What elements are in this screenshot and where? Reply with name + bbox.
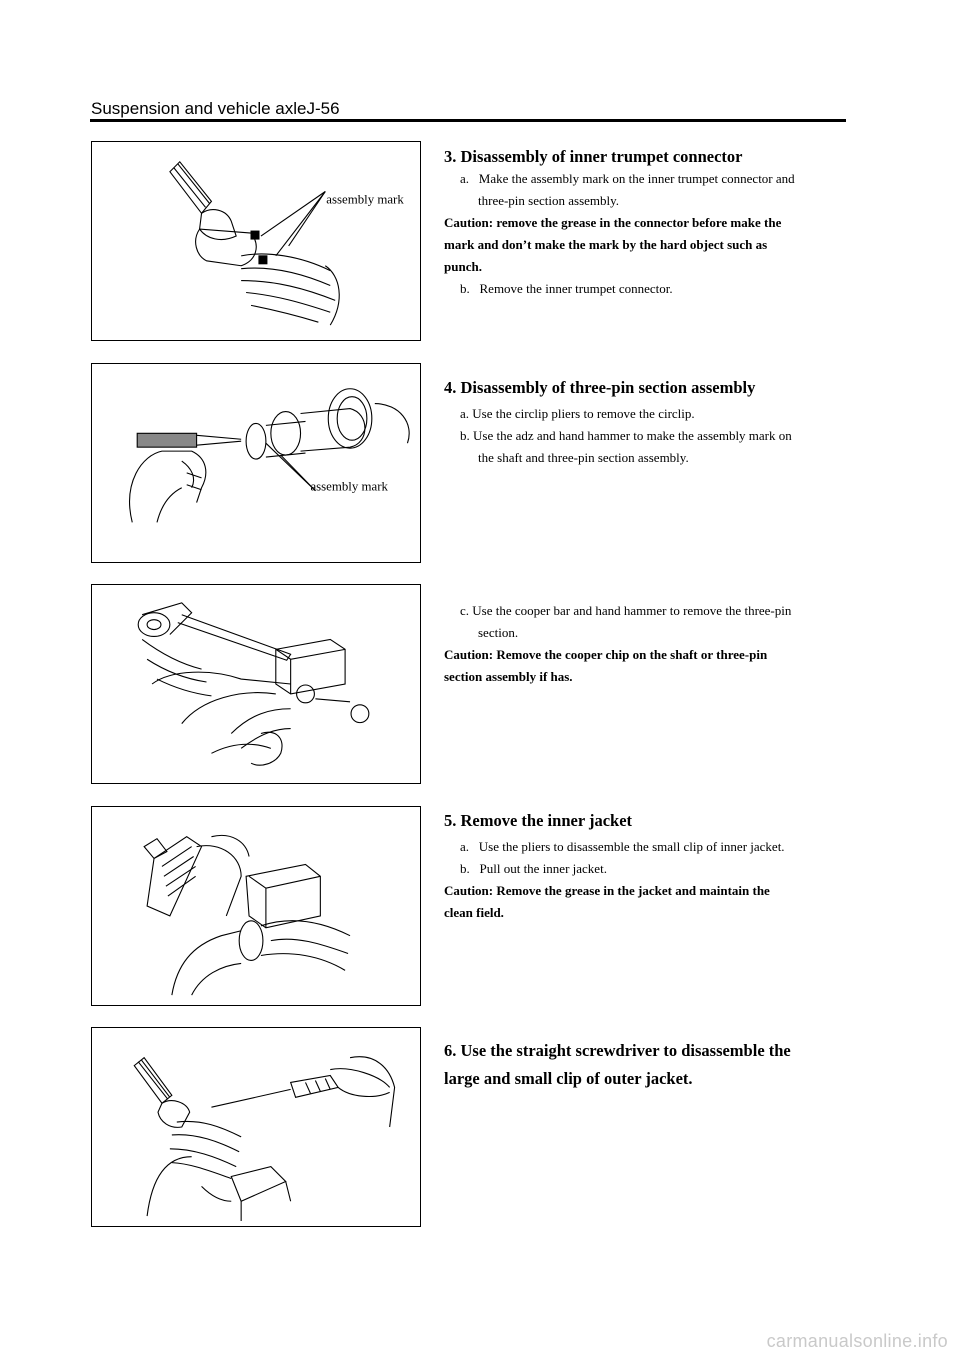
header-rule [90, 119, 846, 122]
figure-remove-three-pin [91, 584, 421, 784]
item-text: Pull out the inner jacket. [479, 861, 607, 876]
item-label: a. [460, 839, 470, 854]
figure-remove-inner-jacket [91, 806, 421, 1006]
section-title: 4. Disassembly of three-pin section assembly [444, 378, 756, 397]
section-title: 3. Disassembly of inner trumpet connector [444, 147, 743, 166]
item-continuation: three-pin section assembly. [478, 193, 620, 208]
figure-three-pin-section [91, 363, 421, 563]
caution-line: Caution: remove the grease in the connector before make the [444, 215, 782, 230]
callout-label: assembly mark [310, 479, 388, 494]
item-text: Use the circlip pliers to remove the circlip. [472, 406, 695, 421]
item-text: Use the pliers to disassemble the small clip of inner jacket. [478, 839, 785, 854]
list-item [444, 403, 844, 425]
section-6 [444, 1037, 844, 1093]
section-3 [444, 146, 844, 300]
item-text: Use the cooper bar and hand hammer to remove the three-pin [472, 603, 792, 618]
section-title-line: large and small clip of outer jacket. [444, 1069, 693, 1088]
list-item [444, 425, 844, 469]
list-item [444, 278, 844, 300]
caution-line: mark and don’t make the mark by the hard object such as [444, 237, 768, 252]
section-4 [444, 377, 844, 469]
caution-line: clean field. [444, 905, 504, 920]
caution-line: Caution: Remove the grease in the jacket and maintain the [444, 883, 770, 898]
item-label: a. [460, 406, 470, 421]
callout-label: assembly mark [326, 192, 404, 207]
section-4c [444, 600, 844, 688]
caution-line: Caution: Remove the cooper chip on the shaft or three-pin [444, 647, 768, 662]
figure-inner-trumpet-connector [91, 141, 421, 341]
section-title: 5. Remove the inner jacket [444, 811, 633, 830]
item-continuation: the shaft and three-pin section assembly. [478, 450, 689, 465]
section-5 [444, 810, 844, 924]
item-continuation: section. [478, 625, 519, 640]
item-text: Use the adz and hand hammer to make the assembly mark on [473, 428, 792, 443]
figure-outer-jacket-clip [91, 1027, 421, 1227]
item-label: b. [460, 428, 470, 443]
watermark: carmanualsonline.info [766, 1331, 948, 1351]
item-label: a. [460, 171, 470, 186]
page-header: Suspension and vehicle axleJ-56 [91, 99, 340, 118]
list-item [444, 600, 844, 644]
section-title-line: 6. Use the straight screwdriver to disassemble the [444, 1041, 791, 1060]
item-text: Remove the inner trumpet connector. [479, 281, 673, 296]
item-label: c. [460, 603, 470, 618]
list-item [444, 836, 844, 858]
item-label: b. [460, 861, 470, 876]
item-label: b. [460, 281, 470, 296]
caution-line: punch. [444, 259, 482, 274]
caution-line: section assembly if has. [444, 669, 573, 684]
item-text: Make the assembly mark on the inner trumpet connector and [478, 171, 795, 186]
list-item [444, 858, 844, 880]
list-item [444, 168, 844, 212]
